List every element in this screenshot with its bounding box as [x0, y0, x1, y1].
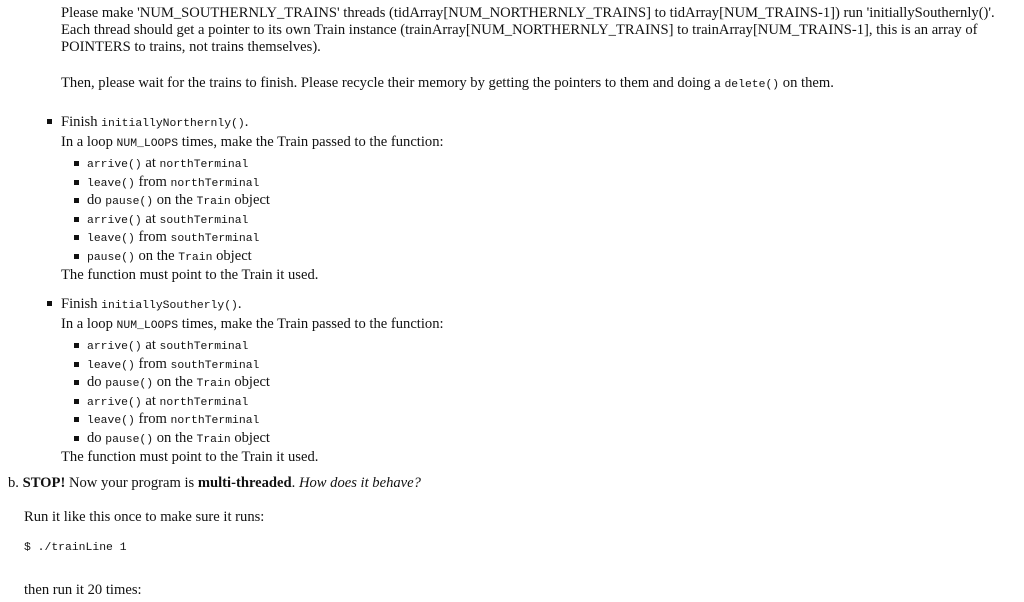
- step-code: southTerminal: [159, 214, 249, 227]
- step-text: object: [230, 374, 270, 391]
- north-loop-line: [61, 134, 947, 153]
- step-item: [87, 248, 947, 267]
- step-text: on the: [153, 192, 197, 209]
- run-twenty-text: then run it 20 times:: [24, 582, 142, 598]
- north-function-name: initiallyNorthernly(): [101, 118, 245, 130]
- bullet-icon: [74, 362, 79, 367]
- loop-constant: NUM_LOOPS: [116, 320, 179, 332]
- step-code: Train: [196, 196, 231, 209]
- step-text: from: [134, 173, 171, 190]
- step-code: pause(): [105, 196, 154, 209]
- intro-line-3: POINTERS to trains, not trains themselves).: [61, 39, 321, 55]
- step-item: [87, 229, 947, 248]
- step-code: southTerminal: [159, 341, 249, 353]
- step-code: leave(): [87, 177, 135, 190]
- step-code: leave(): [87, 359, 135, 372]
- behave-question: How does it behave?: [298, 475, 421, 491]
- bullet-icon: [74, 417, 79, 422]
- north-closing: The function must point to the Train it used.: [61, 266, 319, 283]
- loop-text: In a loop: [61, 134, 117, 150]
- step-code: southTerminal: [170, 359, 260, 372]
- step-text: at: [141, 337, 160, 353]
- bullet-icon: [74, 399, 79, 404]
- bullet-icon: [74, 161, 79, 166]
- step-item: [87, 211, 947, 230]
- loop-text-end: times, make the Train passed to the function:: [178, 134, 444, 150]
- part-b-text: Now your program is: [65, 475, 198, 491]
- finish-label: Finish: [61, 114, 102, 130]
- period: .: [237, 296, 242, 312]
- step-item: [87, 192, 947, 211]
- step-code: northTerminal: [170, 415, 260, 428]
- wait-code: delete(): [724, 79, 780, 91]
- step-code: arrive(): [87, 159, 142, 171]
- step-text: on the: [153, 374, 197, 391]
- step-item: [87, 155, 947, 174]
- step-text: at: [141, 210, 160, 227]
- step-item: [87, 430, 947, 449]
- step-item: [87, 356, 947, 375]
- step-item: [87, 411, 947, 430]
- step-code: arrive(): [87, 341, 142, 353]
- bullet-icon: [74, 198, 79, 203]
- period: .: [244, 114, 249, 130]
- step-item: [87, 174, 947, 193]
- south-function-name: initiallySoutherly(): [101, 300, 238, 312]
- bullet-icon: [74, 254, 79, 259]
- north-steps-list: [87, 155, 947, 267]
- wait-paragraph: [61, 75, 1011, 94]
- part-b-text-end: .: [291, 475, 299, 491]
- step-text: object: [230, 429, 270, 446]
- bullet-icon: [47, 119, 52, 124]
- step-text: from: [134, 229, 171, 246]
- stop-label: STOP!: [22, 475, 66, 491]
- step-code: pause(): [87, 251, 135, 264]
- command-line: $ ./trainLine 1: [24, 542, 127, 554]
- step-text: on the: [153, 429, 197, 446]
- step-code: pause(): [105, 433, 154, 446]
- finish-label: Finish: [61, 296, 102, 312]
- step-text: at: [141, 155, 160, 171]
- bullet-icon: [47, 301, 52, 306]
- step-text: object: [212, 247, 252, 264]
- south-section: [47, 296, 947, 466]
- south-loop-line: [61, 316, 947, 335]
- north-section: [47, 114, 947, 284]
- bullet-icon: [74, 436, 79, 441]
- wait-text-end: on them.: [779, 75, 834, 91]
- bullet-icon: [74, 217, 79, 222]
- step-code: arrive(): [87, 396, 142, 409]
- step-text: do: [87, 429, 106, 446]
- step-code: southTerminal: [170, 233, 260, 246]
- step-code: northTerminal: [170, 177, 260, 190]
- step-text: on the: [134, 247, 179, 264]
- south-steps-list: [87, 337, 947, 449]
- bullet-icon: [74, 235, 79, 240]
- step-code: pause(): [105, 378, 154, 391]
- step-item: [87, 337, 947, 356]
- part-b-heading: [8, 475, 908, 492]
- step-code: northTerminal: [159, 396, 249, 409]
- step-item: [87, 393, 947, 412]
- run-once-text: Run it like this once to make sure it runs:: [24, 509, 265, 525]
- step-text: do: [87, 192, 106, 209]
- loop-text-end: times, make the Train passed to the function:: [178, 316, 444, 332]
- step-code: Train: [196, 433, 231, 446]
- step-code: Train: [178, 251, 213, 264]
- loop-text: In a loop: [61, 316, 117, 332]
- step-code: arrive(): [87, 214, 142, 227]
- bullet-icon: [74, 343, 79, 348]
- step-text: at: [141, 392, 160, 409]
- multi-threaded-label: multi-threaded: [197, 475, 292, 491]
- step-text: do: [87, 374, 106, 391]
- intro-line-2: Each thread should get a pointer to its own Train instance (trainArray[NUM_NORTHERNLY_TRAINS] to trainArray[NUM_TRAINS-1], this is an array of: [61, 22, 978, 38]
- intro-paragraph: [61, 5, 1016, 56]
- step-text: from: [134, 411, 171, 428]
- step-text: object: [230, 192, 270, 209]
- bullet-icon: [74, 180, 79, 185]
- step-text: from: [134, 355, 171, 372]
- part-marker: b.: [8, 475, 23, 491]
- step-code: northTerminal: [159, 159, 249, 171]
- south-closing: The function must point to the Train it used.: [61, 448, 319, 465]
- loop-constant: NUM_LOOPS: [116, 138, 179, 150]
- step-code: leave(): [87, 233, 135, 246]
- step-code: leave(): [87, 415, 135, 428]
- wait-text: Then, please wait for the trains to finish. Please recycle their memory by getting the pointers to them and doing a: [61, 75, 725, 91]
- bullet-icon: [74, 380, 79, 385]
- intro-line-1: Please make 'NUM_SOUTHERNLY_TRAINS' threads (tidArray[NUM_NORTHERNLY_TRAINS] to tidArray[NUM_TRAINS-1]) run 'initiallySouthernly()'.: [61, 5, 995, 21]
- step-code: Train: [196, 378, 231, 391]
- step-item: [87, 374, 947, 393]
